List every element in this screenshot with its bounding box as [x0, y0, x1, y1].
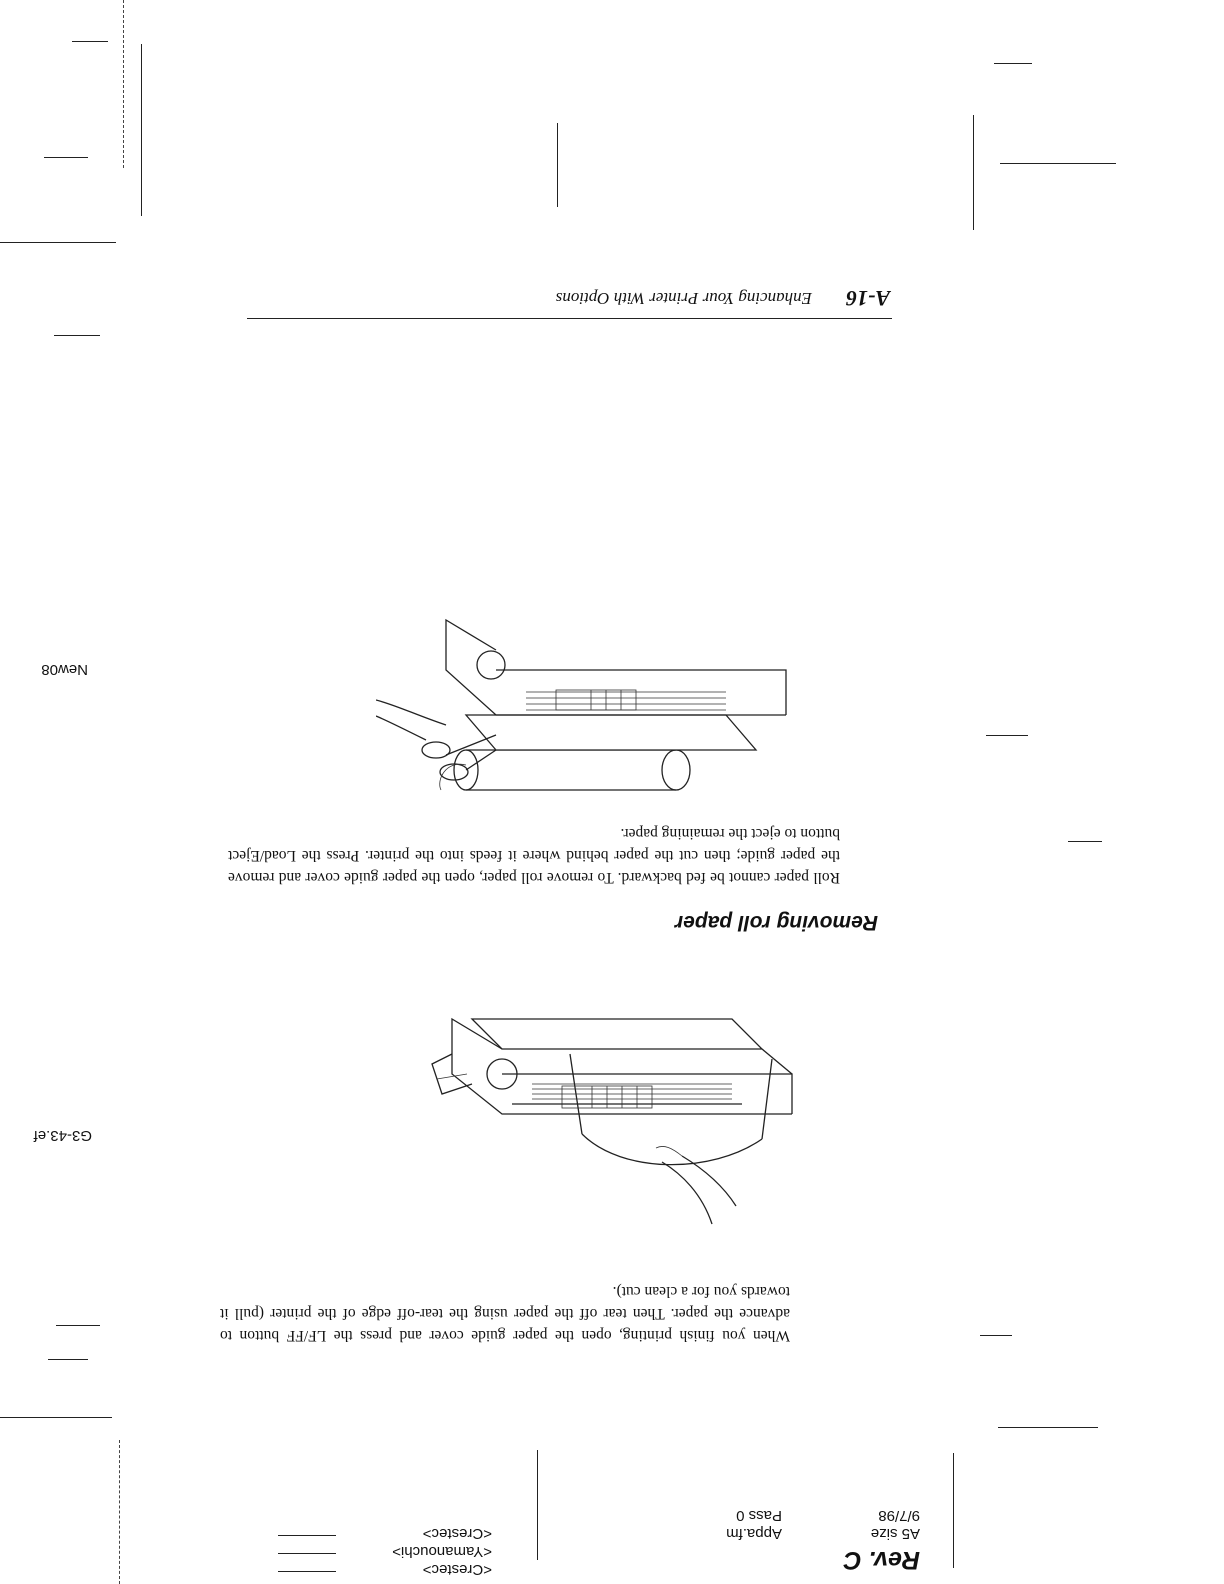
corner-rule — [994, 63, 1032, 64]
revision-label: Rev. C — [843, 1546, 920, 1574]
removing-roll-paper-paragraph: Roll paper cannot be fed backward. To remove roll paper, open the paper guide cover and remove the paper guide; then cut the paper behind where it feeds into the printer. Press the Load/Eject button to eject the remaining paper. — [228, 825, 840, 886]
corner-rule — [48, 1359, 88, 1360]
corner-rule — [980, 1335, 1012, 1336]
figure-filename-note: New08 — [41, 661, 88, 678]
proofreader-label: <Crestec> — [422, 1525, 492, 1542]
crop-mark — [953, 1453, 954, 1568]
printer-tear-off-illustration — [382, 974, 832, 1234]
figure-filename-note: G3-43.ef — [33, 1127, 92, 1144]
proofreader-label: <Yamanouchi> — [392, 1543, 492, 1560]
crop-mark — [557, 123, 558, 207]
page-number: A-16 — [846, 286, 890, 311]
crop-mark — [123, 0, 124, 168]
pass-label: Pass 0 — [736, 1507, 782, 1524]
removing-roll-paper-heading: Removing roll paper — [674, 911, 878, 934]
filename-label: Appa.fm — [726, 1525, 782, 1542]
corner-rule — [0, 1417, 112, 1418]
corner-rule — [1068, 841, 1102, 842]
signoff-line — [278, 1535, 336, 1536]
printer-cut-roll-paper-illustration — [376, 560, 826, 810]
crop-mark — [537, 1450, 538, 1560]
date-label: 9/7/98 — [878, 1507, 920, 1524]
proofreader-label: <Crestec> — [422, 1561, 492, 1578]
corner-rule — [72, 41, 108, 42]
corner-rule — [56, 1325, 100, 1326]
tear-off-paragraph: When you finish printing, open the paper guide cover and press the LF/FF button to advance the paper. Then tear off the paper using the tear-off edge of the printer (pull it towards you for a clean cut). — [220, 1283, 790, 1344]
corner-rule — [54, 335, 100, 336]
corner-rule — [1000, 163, 1116, 164]
header-rule — [247, 318, 892, 319]
page-size-label: A5 size — [870, 1525, 920, 1542]
corner-rule — [0, 242, 116, 243]
running-header-title: Enhancing Your Printer With Options — [555, 289, 812, 308]
corner-rule — [44, 157, 88, 158]
signoff-line — [278, 1553, 336, 1554]
crop-mark — [973, 115, 974, 230]
signoff-line — [278, 1571, 336, 1572]
crop-mark — [141, 44, 142, 216]
crop-mark — [119, 1440, 120, 1584]
corner-rule — [986, 735, 1028, 736]
corner-rule — [998, 1427, 1098, 1428]
